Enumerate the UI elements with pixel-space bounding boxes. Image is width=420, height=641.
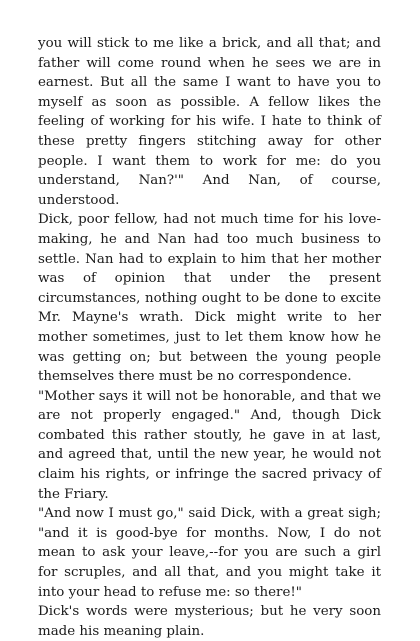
paragraph-2: Dick, poor fellow, had not much time for his love-making, he and Nan had too much business to settle. Nan had to explain to him that her mother was of opinion that under the present circumstances, nothing ought to be done to excite Mr. Mayne's wrath. Dick might write to her mother sometimes, just to let them know how he was getting on; but between the young people themselves there must be no correspondence. bbox=[38, 212, 381, 385]
body-text bbox=[38, 34, 381, 641]
paragraph-5: Dick's words were mysterious; but he very soon made his meaning plain. bbox=[38, 604, 381, 639]
paragraph-3: "Mother says it will not be honorable, and that we are not properly engaged." And, though Dick combated this rather stoutly, he gave in at last, and agreed that, until the new year, he would not claim his rights, or infringe the sacred privacy of the Friary. bbox=[38, 388, 381, 502]
paragraph-1: you will stick to me like a brick, and all that; and father will come round when he sees we are in earnest. But all the same I want to have you to myself as soon as possible. A fellow likes the feeling of working for his wife. I hate to think of these pretty fingers stitching away for other people. I want them to work for me: do you understand, Nan?'" And Nan, of course, understood. bbox=[38, 36, 381, 208]
paragraph-4: "And now I must go," said Dick, with a great sigh; "and it is good-bye for months. Now, I do not mean to ask your leave,--for you are such a girl for scruples, and all that, and you might take it into your head to refuse me: so there!" bbox=[38, 506, 381, 600]
